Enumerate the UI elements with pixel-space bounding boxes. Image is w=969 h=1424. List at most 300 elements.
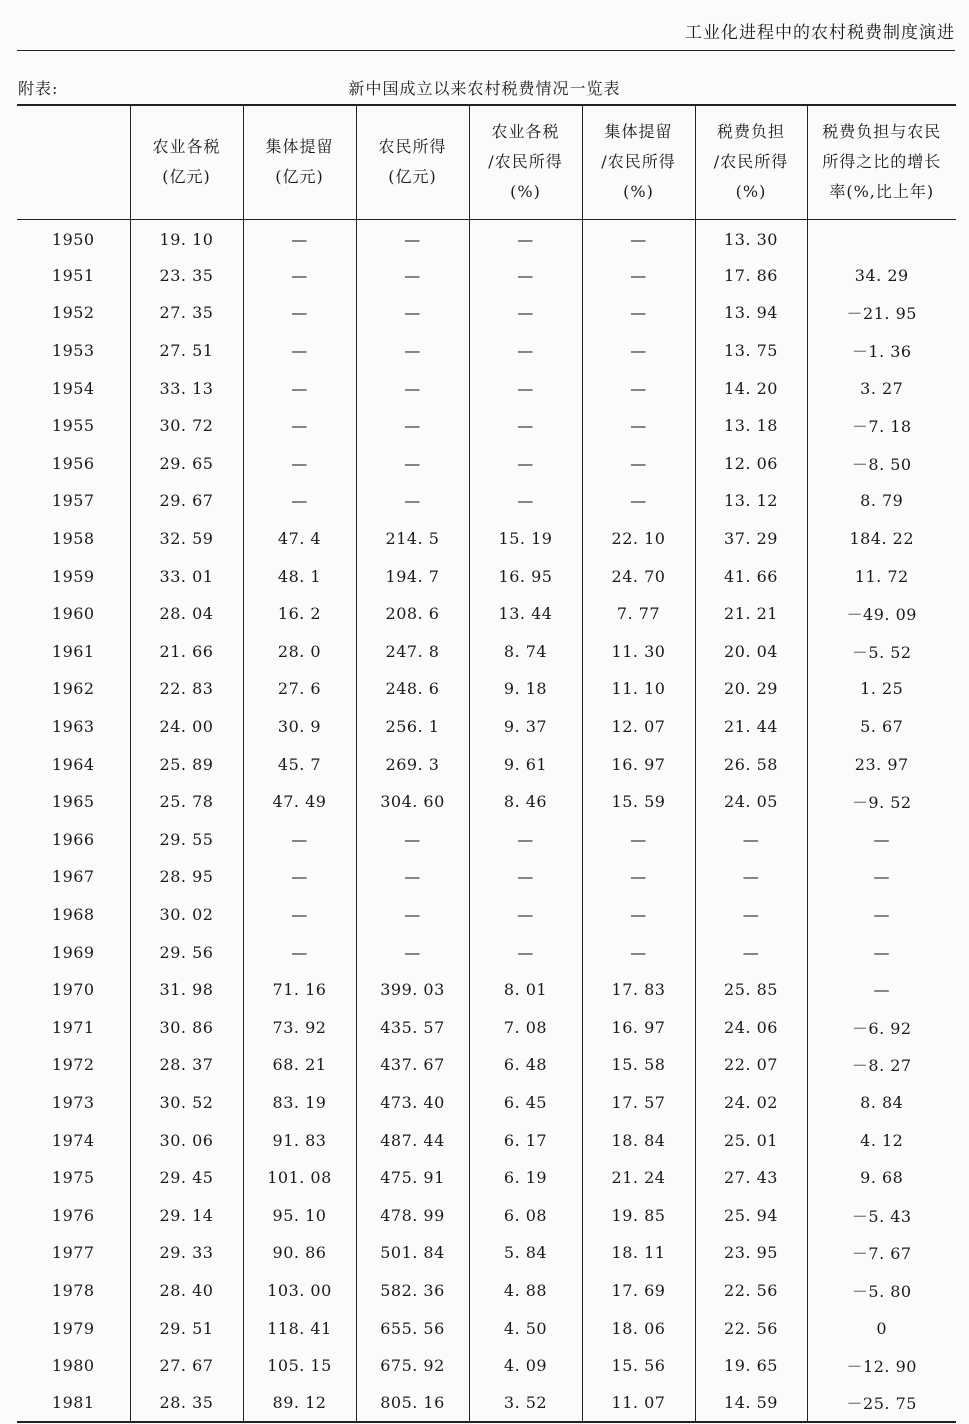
value-cell: — — [356, 482, 469, 520]
table-row — [17, 369, 956, 407]
value-cell: — — [582, 445, 695, 483]
value-cell: 208. 6 — [356, 595, 469, 633]
value-cell: －7. 18 — [807, 407, 956, 445]
value-cell: 30. 02 — [130, 896, 243, 934]
year-cell: 1952 — [51, 303, 95, 323]
value-cell: 248. 6 — [356, 670, 469, 708]
table-row — [17, 1046, 956, 1084]
value-cell: — — [469, 219, 582, 257]
year-cell: 1974 — [51, 1130, 95, 1150]
value-cell: 805. 16 — [356, 1384, 469, 1422]
value-cell: 17. 83 — [582, 971, 695, 1009]
header-rule — [17, 50, 955, 51]
value-cell: — — [469, 257, 582, 295]
value-cell: — — [469, 407, 582, 445]
value-cell: 7. 77 — [582, 595, 695, 633]
column-header-line: /农民所得 — [488, 152, 563, 172]
table-row — [17, 1309, 956, 1347]
value-cell: 8. 01 — [469, 971, 582, 1009]
value-cell: 17. 69 — [582, 1272, 695, 1310]
value-cell: 27. 35 — [130, 294, 243, 332]
value-cell: 22. 56 — [695, 1309, 807, 1347]
value-cell: — — [356, 332, 469, 370]
column-header-line: 所得之比的增长 — [822, 152, 942, 172]
value-cell: 20. 04 — [695, 633, 807, 671]
value-cell: 25. 89 — [130, 745, 243, 783]
value-cell: 13. 94 — [695, 294, 807, 332]
value-cell: 16. 95 — [469, 557, 582, 595]
value-cell: 19. 85 — [582, 1196, 695, 1234]
value-cell: 30. 06 — [130, 1121, 243, 1159]
value-cell: 25. 01 — [695, 1121, 807, 1159]
value-cell: －8. 27 — [807, 1046, 956, 1084]
running-header-title: 工业化进程中的农村税费制度演进 — [685, 23, 955, 43]
value-cell: 22. 10 — [582, 520, 695, 558]
table-row — [17, 445, 956, 483]
value-cell: — — [469, 369, 582, 407]
year-cell: 1955 — [51, 416, 95, 436]
year-cell: 1953 — [51, 341, 95, 361]
value-cell: 91. 83 — [243, 1121, 356, 1159]
value-cell: — — [582, 896, 695, 934]
value-cell: 28. 37 — [130, 1046, 243, 1084]
value-cell: 12. 07 — [582, 708, 695, 746]
value-cell: 68. 21 — [243, 1046, 356, 1084]
table-row — [17, 1159, 956, 1197]
value-cell: 304. 60 — [356, 783, 469, 821]
value-cell: 3. 52 — [469, 1384, 582, 1422]
value-cell: －8. 50 — [807, 445, 956, 483]
value-cell: — — [469, 858, 582, 896]
value-cell: 399. 03 — [356, 971, 469, 1009]
value-cell: 14. 59 — [695, 1384, 807, 1422]
value-cell: 89. 12 — [243, 1384, 356, 1422]
value-cell: 47. 4 — [243, 520, 356, 558]
value-cell: — — [582, 294, 695, 332]
value-cell: 28. 0 — [243, 633, 356, 671]
column-header-7 — [807, 105, 956, 219]
year-cell: 1979 — [51, 1318, 95, 1338]
value-cell: 41. 66 — [695, 557, 807, 595]
value-cell: 21. 21 — [695, 595, 807, 633]
value-cell: 33. 13 — [130, 369, 243, 407]
value-cell: 27. 43 — [695, 1159, 807, 1197]
value-cell: －1. 36 — [807, 332, 956, 370]
value-cell: 83. 19 — [243, 1084, 356, 1122]
value-cell: — — [356, 219, 469, 257]
value-cell: — — [243, 219, 356, 257]
value-cell: — — [243, 821, 356, 859]
value-cell: 11. 07 — [582, 1384, 695, 1422]
value-cell: 15. 58 — [582, 1046, 695, 1084]
value-cell: 655. 56 — [356, 1309, 469, 1347]
year-cell: 1967 — [51, 867, 95, 887]
value-cell: — — [807, 896, 956, 934]
year-cell: 1966 — [51, 829, 95, 849]
value-cell: 21. 66 — [130, 633, 243, 671]
table-row — [17, 1121, 956, 1159]
value-cell: — — [243, 858, 356, 896]
value-cell: 29. 65 — [130, 445, 243, 483]
value-cell: 8. 84 — [807, 1084, 956, 1122]
value-cell: 29. 33 — [130, 1234, 243, 1272]
table-row — [17, 1384, 956, 1422]
table-row — [17, 1196, 956, 1234]
value-cell: 31. 98 — [130, 971, 243, 1009]
table-row — [17, 783, 956, 821]
value-cell: — — [356, 858, 469, 896]
value-cell: 16. 2 — [243, 595, 356, 633]
year-cell: 1963 — [51, 717, 95, 737]
column-header-line: 农民所得 — [378, 137, 447, 157]
value-cell: 71. 16 — [243, 971, 356, 1009]
value-cell: 26. 58 — [695, 745, 807, 783]
value-cell: 9. 18 — [469, 670, 582, 708]
value-cell: 13. 44 — [469, 595, 582, 633]
value-cell: — — [582, 933, 695, 971]
value-cell: 30. 86 — [130, 1008, 243, 1046]
value-cell: 194. 7 — [356, 557, 469, 595]
year-cell: 1973 — [51, 1092, 95, 1112]
year-cell: 1980 — [51, 1356, 95, 1376]
value-cell: 16. 97 — [582, 1008, 695, 1046]
value-cell: 27. 51 — [130, 332, 243, 370]
column-header-line: /农民所得 — [713, 152, 789, 172]
value-cell: 6. 17 — [469, 1121, 582, 1159]
value-cell: 478. 99 — [356, 1196, 469, 1234]
value-cell: 24. 00 — [130, 708, 243, 746]
value-cell: — — [243, 332, 356, 370]
column-header-line: (%) — [735, 182, 767, 202]
value-cell: 17. 86 — [695, 257, 807, 295]
table-row — [17, 708, 956, 746]
column-header-4 — [469, 105, 582, 219]
value-cell: 25. 85 — [695, 971, 807, 1009]
value-cell: 473. 40 — [356, 1084, 469, 1122]
year-cell: 1968 — [51, 904, 95, 924]
column-header-1 — [130, 105, 243, 219]
value-cell: — — [582, 257, 695, 295]
column-header-line: 税费负担 — [716, 122, 785, 142]
year-cell: 1970 — [51, 980, 95, 1000]
value-cell: 22. 56 — [695, 1272, 807, 1310]
value-cell: — — [807, 821, 956, 859]
value-cell: 6. 19 — [469, 1159, 582, 1197]
column-header-line: 集体提留 — [265, 137, 334, 157]
year-cell: 1950 — [51, 229, 95, 249]
value-cell: 33. 01 — [130, 557, 243, 595]
value-cell — [807, 219, 956, 257]
value-cell: 8. 74 — [469, 633, 582, 671]
value-cell: －12. 90 — [807, 1347, 956, 1385]
column-header-line: (%) — [623, 182, 654, 202]
value-cell: — — [243, 933, 356, 971]
value-cell: 37. 29 — [695, 520, 807, 558]
table-row — [17, 670, 956, 708]
value-cell: 29. 45 — [130, 1159, 243, 1197]
value-cell: 184. 22 — [807, 520, 956, 558]
value-cell: — — [243, 896, 356, 934]
value-cell: 18. 11 — [582, 1234, 695, 1272]
value-cell: — — [582, 858, 695, 896]
table-row — [17, 219, 956, 257]
value-cell: — — [582, 219, 695, 257]
column-header-line: 农业各税 — [491, 122, 560, 142]
table-body — [17, 219, 956, 1422]
table-row — [17, 1347, 956, 1385]
value-cell: — — [356, 821, 469, 859]
value-cell: 27. 6 — [243, 670, 356, 708]
column-header-line: 农业各税 — [152, 137, 221, 157]
column-header-3 — [356, 105, 469, 219]
value-cell: －6. 92 — [807, 1008, 956, 1046]
value-cell: －5. 52 — [807, 633, 956, 671]
value-cell: 6. 08 — [469, 1196, 582, 1234]
value-cell: 13. 18 — [695, 407, 807, 445]
value-cell: 214. 5 — [356, 520, 469, 558]
value-cell: 14. 20 — [695, 369, 807, 407]
value-cell: 29. 67 — [130, 482, 243, 520]
table-row — [17, 1272, 956, 1310]
value-cell: 11. 72 — [807, 557, 956, 595]
value-cell: 30. 52 — [130, 1084, 243, 1122]
value-cell: 3. 27 — [807, 369, 956, 407]
value-cell: 48. 1 — [243, 557, 356, 595]
value-cell: 47. 49 — [243, 783, 356, 821]
value-cell: 23. 95 — [695, 1234, 807, 1272]
value-cell: — — [695, 896, 807, 934]
value-cell: －25. 75 — [807, 1384, 956, 1422]
table-row — [17, 896, 956, 934]
value-cell: 30. 9 — [243, 708, 356, 746]
year-cell: 1961 — [51, 641, 95, 661]
table-row — [17, 482, 956, 520]
value-cell: 269. 3 — [356, 745, 469, 783]
value-cell: －49. 09 — [807, 595, 956, 633]
year-cell: 1975 — [51, 1168, 95, 1188]
value-cell: 25. 94 — [695, 1196, 807, 1234]
value-cell: 13. 30 — [695, 219, 807, 257]
year-cell: 1957 — [51, 491, 95, 511]
value-cell: 6. 48 — [469, 1046, 582, 1084]
value-cell: 27. 67 — [130, 1347, 243, 1385]
value-cell: 23. 35 — [130, 257, 243, 295]
value-cell: －7. 67 — [807, 1234, 956, 1272]
table-row — [17, 557, 956, 595]
tax-burden-table — [17, 104, 956, 1423]
value-cell: — — [807, 971, 956, 1009]
value-cell: 24. 02 — [695, 1084, 807, 1122]
value-cell: 8. 79 — [807, 482, 956, 520]
value-cell: 15. 56 — [582, 1347, 695, 1385]
value-cell: 7. 08 — [469, 1008, 582, 1046]
year-cell: 1956 — [51, 453, 95, 473]
value-cell: — — [695, 821, 807, 859]
value-cell: 28. 04 — [130, 595, 243, 633]
value-cell: 4. 12 — [807, 1121, 956, 1159]
year-cell: 1959 — [51, 566, 95, 586]
table-row — [17, 821, 956, 859]
table-header-row — [17, 105, 956, 219]
value-cell: — — [469, 896, 582, 934]
value-cell: — — [243, 482, 356, 520]
value-cell: 18. 84 — [582, 1121, 695, 1159]
value-cell: — — [469, 445, 582, 483]
value-cell: 95. 10 — [243, 1196, 356, 1234]
column-header-line: 税费负担与农民 — [822, 122, 942, 142]
value-cell: 73. 92 — [243, 1008, 356, 1046]
value-cell: 16. 97 — [582, 745, 695, 783]
value-cell: 29. 55 — [130, 821, 243, 859]
year-cell: 1978 — [51, 1280, 95, 1300]
value-cell: 19. 65 — [695, 1347, 807, 1385]
value-cell: — — [243, 294, 356, 332]
year-cell: 1976 — [51, 1205, 95, 1225]
value-cell: — — [469, 332, 582, 370]
column-header-0 — [17, 105, 130, 219]
table-row — [17, 1084, 956, 1122]
year-cell: 1981 — [17, 1384, 130, 1422]
year-cell: 1965 — [51, 792, 95, 812]
value-cell: 15. 59 — [582, 783, 695, 821]
column-header-line: (亿元) — [162, 167, 211, 187]
value-cell: 118. 41 — [243, 1309, 356, 1347]
value-cell: 103. 00 — [243, 1272, 356, 1310]
value-cell: — — [807, 858, 956, 896]
value-cell: 11. 10 — [582, 670, 695, 708]
table-label: 附表: — [18, 79, 59, 98]
table-title: 新中国成立以来农村税费情况一览表 — [348, 79, 621, 98]
value-cell: 5. 67 — [807, 708, 956, 746]
value-cell: — — [356, 933, 469, 971]
value-cell: 487. 44 — [356, 1121, 469, 1159]
value-cell: 17. 57 — [582, 1084, 695, 1122]
value-cell: — — [356, 445, 469, 483]
year-cell: 1971 — [51, 1017, 95, 1037]
value-cell: 1. 25 — [807, 670, 956, 708]
value-cell: －5. 43 — [807, 1196, 956, 1234]
value-cell: 24. 70 — [582, 557, 695, 595]
table-row — [17, 971, 956, 1009]
value-cell: — — [356, 369, 469, 407]
column-header-line: /农民所得 — [601, 152, 676, 172]
value-cell: 6. 45 — [469, 1084, 582, 1122]
value-cell: 29. 51 — [130, 1309, 243, 1347]
value-cell: 19. 10 — [130, 219, 243, 257]
value-cell: — — [356, 294, 469, 332]
value-cell: — — [469, 482, 582, 520]
year-cell: 1951 — [51, 265, 95, 285]
year-cell: 1964 — [51, 754, 95, 774]
value-cell: 105. 15 — [243, 1347, 356, 1385]
table-row — [17, 933, 956, 971]
value-cell: 24. 06 — [695, 1008, 807, 1046]
value-cell: －21. 95 — [807, 294, 956, 332]
value-cell: 13. 12 — [695, 482, 807, 520]
value-cell: 34. 29 — [807, 257, 956, 295]
table-row — [17, 294, 956, 332]
table-row — [17, 1234, 956, 1272]
value-cell: －9. 52 — [807, 783, 956, 821]
value-cell: 30. 72 — [130, 407, 243, 445]
table-row — [17, 407, 956, 445]
table-row — [17, 1008, 956, 1046]
year-cell: 1962 — [51, 679, 95, 699]
value-cell: 501. 84 — [356, 1234, 469, 1272]
value-cell: 28. 35 — [130, 1384, 243, 1422]
year-cell: 1977 — [51, 1243, 95, 1263]
value-cell: 25. 78 — [130, 783, 243, 821]
value-cell: — — [695, 858, 807, 896]
value-cell: — — [469, 294, 582, 332]
year-cell: 1969 — [51, 942, 95, 962]
value-cell: — — [243, 369, 356, 407]
table-row — [17, 257, 956, 295]
value-cell: 20. 29 — [695, 670, 807, 708]
value-cell: 0 — [807, 1309, 956, 1347]
value-cell: 32. 59 — [130, 520, 243, 558]
year-cell: 1958 — [51, 529, 95, 549]
value-cell: — — [807, 933, 956, 971]
column-header-line: (%) — [510, 182, 541, 202]
value-cell: 24. 05 — [695, 783, 807, 821]
value-cell: — — [582, 369, 695, 407]
value-cell: 28. 95 — [130, 858, 243, 896]
table-row — [17, 633, 956, 671]
value-cell: 29. 56 — [130, 933, 243, 971]
value-cell: 23. 97 — [807, 745, 956, 783]
column-header-5 — [582, 105, 695, 219]
value-cell: — — [695, 933, 807, 971]
column-header-line: (亿元) — [388, 167, 437, 187]
value-cell: 435. 57 — [356, 1008, 469, 1046]
table-row — [17, 332, 956, 370]
value-cell: 22. 07 — [695, 1046, 807, 1084]
value-cell: — — [243, 257, 356, 295]
table-row — [17, 595, 956, 633]
value-cell: — — [582, 821, 695, 859]
value-cell: 11. 30 — [582, 633, 695, 671]
value-cell: — — [356, 896, 469, 934]
table-row — [17, 520, 956, 558]
value-cell: 21. 24 — [582, 1159, 695, 1197]
column-header-line: 率(%,比上年) — [829, 182, 935, 202]
value-cell: 101. 08 — [243, 1159, 356, 1197]
table-row — [17, 858, 956, 896]
value-cell: －5. 80 — [807, 1272, 956, 1310]
value-cell: — — [243, 445, 356, 483]
value-cell: — — [582, 482, 695, 520]
column-header-6 — [695, 105, 807, 219]
value-cell: — — [469, 933, 582, 971]
value-cell: 29. 14 — [130, 1196, 243, 1234]
year-cell: 1972 — [51, 1055, 95, 1075]
year-cell: 1954 — [51, 378, 95, 398]
value-cell: — — [356, 257, 469, 295]
value-cell: 5. 84 — [469, 1234, 582, 1272]
value-cell: 28. 40 — [130, 1272, 243, 1310]
value-cell: 9. 68 — [807, 1159, 956, 1197]
value-cell: 4. 50 — [469, 1309, 582, 1347]
value-cell: 45. 7 — [243, 745, 356, 783]
value-cell: 15. 19 — [469, 520, 582, 558]
value-cell: 13. 75 — [695, 332, 807, 370]
value-cell: 9. 37 — [469, 708, 582, 746]
value-cell: 4. 09 — [469, 1347, 582, 1385]
value-cell: 18. 06 — [582, 1309, 695, 1347]
year-cell: 1960 — [51, 604, 95, 624]
value-cell: 8. 46 — [469, 783, 582, 821]
